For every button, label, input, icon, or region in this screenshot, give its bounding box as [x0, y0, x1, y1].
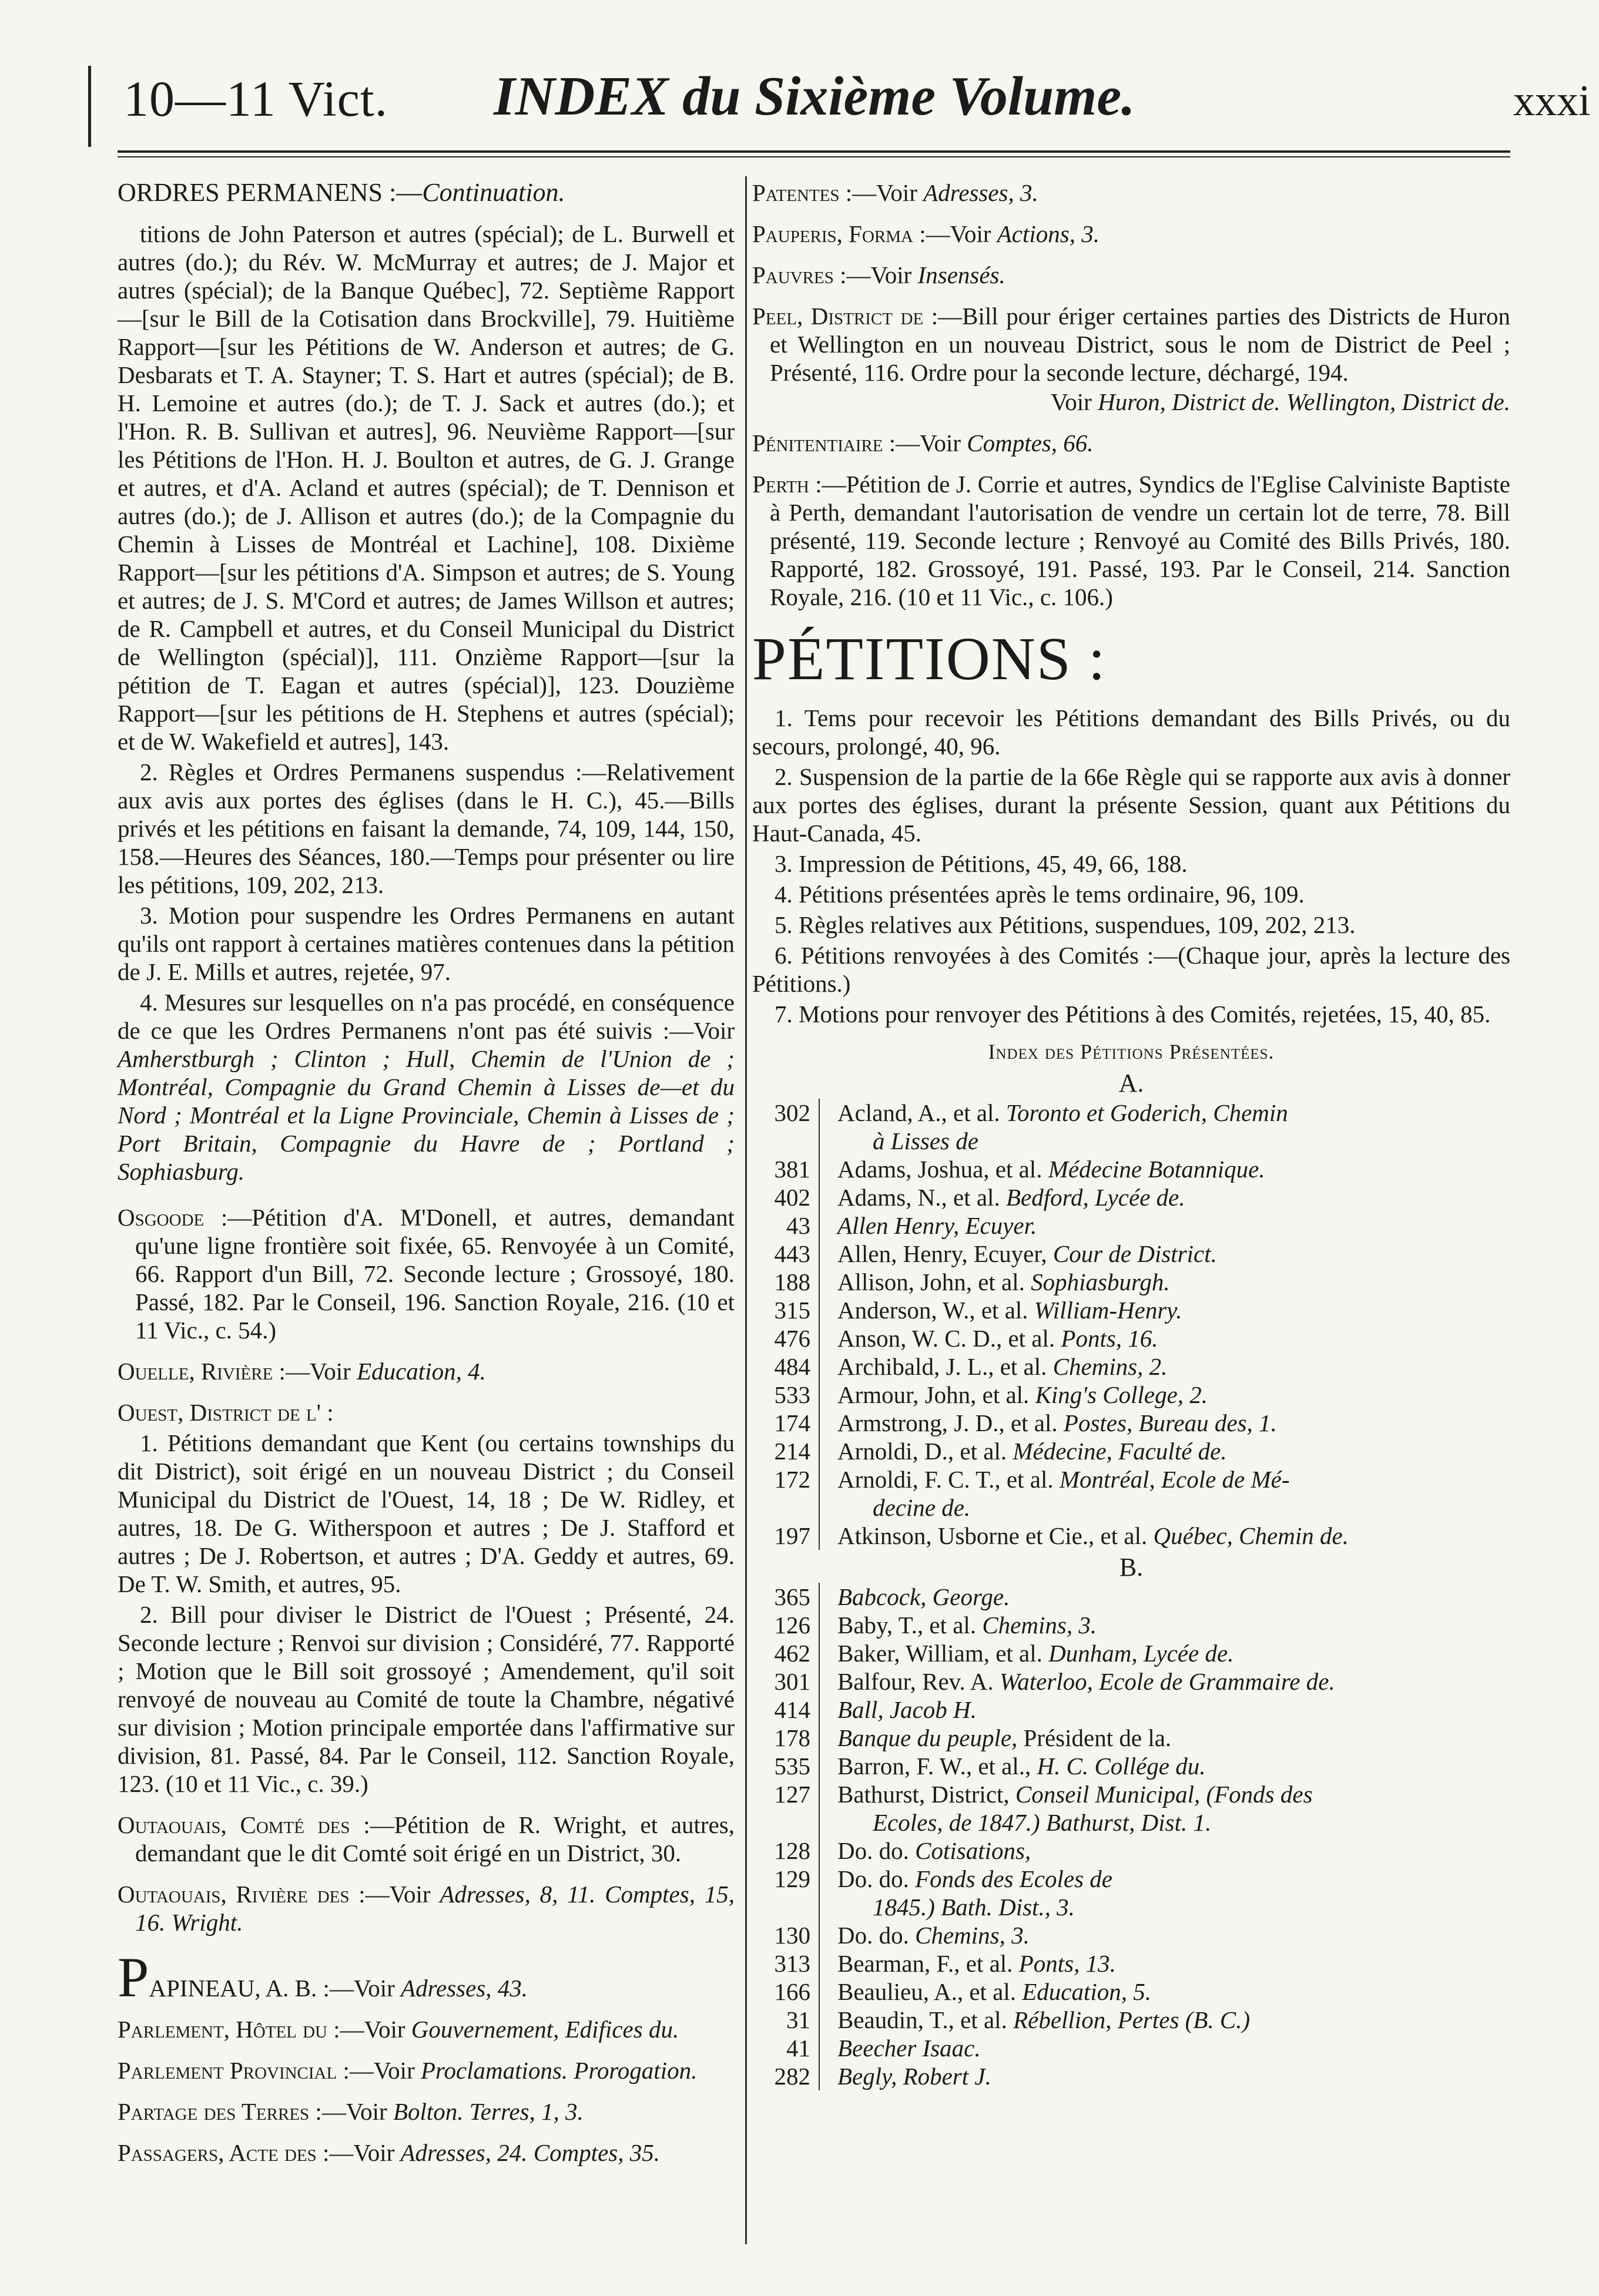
list-item — [837, 1583, 1507, 1611]
entry-ref: Adresses, 24. Comptes, 35. — [400, 2139, 660, 2166]
entry-ref: Adresses, 3. — [923, 179, 1038, 206]
ordres-paragraph-2: 2. Règles et Ordres Permanens suspendus :—Relativement aux avis aux portes des églises (dans le H. C.), 45.—Bills privés et les pétitions en faisant la demande, 74, 109, 144, 150, 158.—Heures des Séances, 180.—Temps pour présenter ou lire les pétitions, 109, 202, 213. — [118, 758, 735, 898]
entry-text: :—Voir — [317, 1975, 401, 2002]
entry-label: Passagers, Acte des — [118, 2139, 317, 2166]
petition-subject: Banque du peuple, — [837, 1724, 1018, 1751]
list-item — [837, 1611, 1507, 1639]
entry-patentes — [752, 179, 1510, 207]
list-item — [837, 1324, 1507, 1352]
entry-parlement-hotel — [118, 2015, 735, 2043]
entry-heading: ORDRES PERMANENS :— — [118, 178, 423, 207]
petition-subject: Montréal, Ecole de Mé- — [1059, 1466, 1290, 1493]
petition-subject: Médecine, Faculté de. — [1013, 1438, 1227, 1465]
petition-subject: Dunham, Lycée de. — [1048, 1640, 1234, 1667]
entry-partage-des-terres — [118, 2097, 735, 2126]
list-item — [837, 1381, 1507, 1409]
entry-text: :—Voir — [913, 220, 997, 247]
petitioner-name: Bathurst, District, — [837, 1781, 1010, 1808]
entry-text: :—Pétition de R. Wright, et autres, demandant que le dit Comté soit érigé en un District, 30. — [135, 1811, 735, 1867]
entry-ref: Huron, District de. Wellington, District de. — [1098, 388, 1510, 415]
header-regnal-year: 10—11 Vict. — [123, 71, 388, 127]
list-item — [837, 1465, 1507, 1522]
entry-parlement-provincial — [118, 2056, 735, 2084]
petition-number: 301 — [752, 1667, 820, 1696]
petitioner-name: Do. do. — [837, 1837, 909, 1864]
section-title-petitions: PÉTITIONS : — [752, 625, 1107, 693]
entry-peel — [752, 302, 1510, 387]
petitions-item-7: 7. Motions pour renvoyer des Pétitions à des Comités, rejetées, 15, 40, 85. — [775, 1001, 1491, 1028]
list-item — [837, 1211, 1507, 1240]
petition-number: 214 — [752, 1437, 820, 1465]
ordres-paragraph-4-refs: Amherstburgh ; Clinton ; Hull, Chemin de l'Union de ; Montréal, Compagnie du Grand Chemin à Lisses de—et du Nord ; Montréal et la Ligne Provinciale, Chemin à Lisses de ; Port Britain, Compagnie du Havre de ; Portland ; Sophiasburg. — [118, 1045, 735, 1185]
entry-outaouais-riviere — [118, 1880, 735, 1936]
petition-number: 127 — [752, 1780, 820, 1837]
petitioner-name: Acland, A., et al. — [837, 1099, 1000, 1126]
list-item — [837, 1837, 1507, 1865]
entry-pauvres — [752, 261, 1510, 289]
list-item — [837, 1155, 1507, 1183]
petitioner-name: Arnoldi, F. C. T., et al. — [837, 1466, 1054, 1493]
petition-number: 313 — [752, 1949, 820, 1978]
list-item — [837, 2034, 1507, 2062]
list-item — [837, 1978, 1507, 2006]
petition-subject: Toronto et Goderich, Chemin — [1005, 1099, 1288, 1126]
petitions-item-1: 1. Tems pour recevoir les Pétitions demandant des Bills Privés, ou du secours, prolongé, 40, 96. — [752, 704, 1510, 760]
entry-ref: Adresses, 43. — [401, 1975, 528, 2002]
petition-subject: Waterloo, Ecole de Grammaire de. — [999, 1668, 1335, 1695]
index-heading: Index des Pétitions Présentées. — [988, 1040, 1275, 1063]
list-item — [837, 1099, 1507, 1155]
petition-subject-continuation: Ecoles, de 1847.) Bathurst, Dist. 1. — [873, 1809, 1212, 1836]
petition-number: 31 — [752, 2006, 820, 2034]
petition-subject: Sophiasburgh. — [1031, 1268, 1170, 1295]
entry-text: :—Voir — [839, 179, 924, 206]
petition-number: 533 — [752, 1381, 820, 1409]
entry-penitentiaire — [752, 429, 1510, 457]
list-item — [837, 2062, 1507, 2090]
entry-ref: Bolton. Terres, 1, 3. — [393, 2098, 584, 2125]
entry-label: Outaouais, Rivière des — [118, 1881, 350, 1908]
list-item — [837, 1724, 1507, 1752]
entry-label: Ouelle, Rivière — [118, 1358, 273, 1385]
petition-subject: Cour de District. — [1052, 1240, 1217, 1267]
petition-subject: Médecine Botannique. — [1048, 1156, 1265, 1183]
entry-papineau — [118, 1946, 735, 2009]
petition-subject: Begly, Robert J. — [837, 2063, 991, 2090]
list-item — [837, 1639, 1507, 1667]
entry-text: :—Voir — [316, 2139, 401, 2166]
petition-number: 130 — [752, 1921, 820, 1949]
petition-number: 129 — [752, 1865, 820, 1921]
list-item — [837, 1437, 1507, 1465]
petition-number: 414 — [752, 1696, 820, 1724]
entry-text: :—Pétition d'A. M'Donell, et autres, demandant qu'une ligne frontière soit fixée, 65. Renvoyée à un Comité, 66. Rapport d'un Bill, 72. Seconde lecture ; Grossoyé, 180. Passé, 182. Par le Conseil, 196. Sanction Royale, 216. (10 et 11 Vic., c. 54.) — [135, 1204, 735, 1344]
list-item — [837, 1865, 1507, 1921]
margin-rule — [88, 66, 91, 147]
list-item — [837, 1696, 1507, 1724]
petition-number: 282 — [752, 2062, 820, 2090]
petition-subject: Postes, Bureau des, 1. — [1063, 1409, 1277, 1436]
petition-subject: Rébellion, Pertes (B. C.) — [1013, 2006, 1251, 2033]
petition-number: 41 — [752, 2034, 820, 2062]
petitions-item-2: 2. Suspension de la partie de la 66e Règle qui se rapporte aux avis à donner aux portes des églises, durant la présente Session, quant aux Pétitions du Haut-Canada, 45. — [752, 763, 1510, 847]
petitioner-name: Do. do. — [837, 1922, 909, 1949]
petitioner-name: Beaudin, T., et al. — [837, 2006, 1007, 2033]
petition-number: 197 — [752, 1522, 820, 1550]
petition-subject: Cotisations, — [915, 1837, 1031, 1864]
header-rule-thin — [118, 156, 1510, 157]
entry-ouest — [118, 1398, 735, 1426]
list-item — [837, 1752, 1507, 1780]
ouest-paragraph-1: 1. Pétitions demandant que Kent (ou certains townships du dit District), soit érigé en un nouveau District ; du Conseil Municipal du District de l'Ouest, 14, 18 ; De W. Ridley, et autres, 18. De G. Witherspoon et autres ; De J. Stafford et autres ; De J. Robertson, et autres ; D'A. Geddy et autres, 69. De T. W. Smith, et autres, 95. — [118, 1429, 735, 1597]
entry-text: : — [321, 1399, 334, 1426]
entry-label: Perth — [752, 471, 809, 498]
petitioner-name: Baby, T., et al. — [837, 1612, 977, 1639]
petition-number: 128 — [752, 1837, 820, 1865]
section-initial: P — [118, 1946, 149, 2009]
petition-subject: Québec, Chemin de. — [1153, 1522, 1349, 1549]
entry-text: :—Voir — [883, 429, 967, 456]
list-item — [837, 2006, 1507, 2034]
petitioner-name: Anderson, W., et al. — [837, 1297, 1028, 1324]
list-item — [837, 1921, 1507, 1949]
header-page-number: xxxi — [1513, 77, 1591, 125]
petitioner-name: Adams, N., et al. — [837, 1184, 1000, 1211]
petition-number: 402 — [752, 1183, 820, 1211]
entry-label: Parlement Provincial — [118, 2057, 337, 2084]
petitioner-name: Anson, W. C. D., et al. — [837, 1325, 1055, 1352]
entry-label: Patentes — [752, 179, 840, 206]
entry-ref: Gouvernement, Edifices du. — [411, 2016, 679, 2043]
entry-ref: Comptes, 66. — [967, 429, 1094, 456]
petitioner-name: Archibald, J. L., et al. — [837, 1353, 1047, 1380]
petition-number: 484 — [752, 1352, 820, 1381]
list-item — [837, 1522, 1507, 1550]
peel-see-also — [752, 388, 1510, 416]
petition-subject: H. C. Collége du. — [1037, 1753, 1206, 1780]
entry-passagers — [118, 2139, 735, 2167]
petitioner-name: Armstrong, J. D., et al. — [837, 1409, 1058, 1436]
list-item — [837, 1352, 1507, 1381]
left-column — [118, 179, 735, 2180]
petition-number: 126 — [752, 1611, 820, 1639]
petition-subject: Ponts, 13. — [1018, 1950, 1116, 1977]
petition-subject-tail: Président de la. — [1017, 1724, 1172, 1751]
petition-subject: Chemins, 3. — [982, 1612, 1097, 1639]
entry-osgoode — [118, 1203, 735, 1344]
entry-text: Voir — [1050, 388, 1098, 415]
petition-subject: Education, 5. — [1022, 1978, 1152, 2005]
entry-ref: Proclamations. Prorogation. — [420, 2057, 698, 2084]
petition-number: 174 — [752, 1409, 820, 1437]
entry-ordres-permanens — [118, 179, 735, 207]
entry-text: :—Voir — [273, 1358, 357, 1385]
ordres-paragraph-4 — [118, 988, 735, 1186]
petitioner-name: Beaulieu, A., et al. — [837, 1978, 1016, 2005]
list-item — [837, 1667, 1507, 1696]
list-item — [837, 1780, 1507, 1837]
petitioner-name: Arnoldi, D., et al. — [837, 1438, 1007, 1465]
petitioner-name: Do. do. — [837, 1865, 909, 1892]
list-item — [837, 1240, 1507, 1268]
ordres-paragraph-1: titions de John Paterson et autres (spécial); de L. Burwell et autres (do.); du Rév. W. McMurray et autres; de J. Major et autres (spécial); de la Banque Québec], 72. Septième Rapport—[sur le Bill de la Cotisation dans Brockville], 79. Huitième Rapport—[sur les Pétitions de W. Anderson et autres; de G. Desbarats et T. A. Stayner; T. S. Hart et autres (spécial); de B. H. Lemoine et autres (do.); de T. J. Sack et autres (do.); et l'Hon. R. B. Sullivan et autres], 96. Neuvième Rapport—[sur les Pétitions de l'Hon. H. J. Boulton et autres, de G. J. Grange et autres, et d'A. Acland et autres (spécial); de T. Dennison et autres (do.); de J. Allison et autres (do.); de la Compagnie du Chemin à Lisses de Montréal et Lachine], 108. Dixième Rapport—[sur les pétitions d'A. Simpson et autres; de S. Young et autres; de J. S. M'Cord et autres; de James Willson et autres; de R. Campbell et autres, et du Conseil Municipal du District de Wellington (spécial)], 111. Onzième Rapport—[sur la pétition de T. Eagan et autres (spécial)], 123. Douzième Rapport—[sur les pétitions de H. Stephens et autres (spécial); et de W. Wakefield et autres], 143. — [118, 220, 735, 755]
petitioner-name: Armour, John, et al. — [837, 1381, 1030, 1408]
list-item — [837, 1949, 1507, 1978]
column-divider — [745, 176, 747, 2244]
petition-number: 302 — [752, 1099, 820, 1155]
petitions-item-6: 6. Pétitions renvoyées à des Comités :—(Chaque jour, après la lecture des Pétitions.) — [752, 942, 1510, 997]
petition-subject: Beecher Isaac. — [837, 2035, 981, 2062]
entry-label: Ouest, District de l' — [118, 1399, 321, 1426]
petition-number: 43 — [752, 1211, 820, 1240]
header-title: INDEX du Sixième Volume. — [494, 66, 1135, 127]
list-item — [837, 1183, 1507, 1211]
petitioner-name: Adams, Joshua, et al. — [837, 1156, 1042, 1183]
petition-list-b — [752, 1583, 1510, 2090]
petition-subject: Bedford, Lycée de. — [1005, 1184, 1185, 1211]
petition-subject: King's College, 2. — [1035, 1381, 1208, 1408]
petition-number: 476 — [752, 1324, 820, 1352]
petitioner-name: Allison, John, et al. — [837, 1268, 1025, 1295]
entry-outaouais-comte — [118, 1811, 735, 1867]
entry-text: :—Bill pour ériger certaines parties des Districts de Huron et Wellington en un nouveau District, sous le nom de District de Peel ; Présenté, 116. Ordre pour la seconde lecture, déchargé, 194. — [770, 303, 1510, 386]
entry-label: Outaouais, Comté des — [118, 1811, 350, 1838]
ouest-paragraph-2: 2. Bill pour diviser le District de l'Ouest ; Présenté, 24. Seconde lecture ; Renvoi sur division ; Considéré, 77. Rapporté ; Motion que le Bill soit grossoyé ; Amendement, qu'il soit renvoyé de nouveau au Comité de toute la Chambre, négativé sur division ; Motion principale emportée dans l'affirmative sur division, 81. Passé, 84. Par le Conseil, 112. Sanction Royale, 123. (10 et 11 Vic., c. 39.) — [118, 1601, 735, 1797]
entry-text: :—Voir — [309, 2098, 393, 2125]
petition-number: 462 — [752, 1639, 820, 1667]
petition-number: 172 — [752, 1465, 820, 1522]
petition-subject-continuation: 1845.) Bath. Dist., 3. — [873, 1894, 1075, 1921]
petition-number: 188 — [752, 1268, 820, 1296]
petition-list-a — [752, 1099, 1510, 1550]
header-rule-thick — [118, 150, 1510, 153]
entry-ref: Adresses, 8, 11. Comptes, 15, 16. Wright. — [135, 1881, 735, 1936]
petitioner-name: Barron, F. W., et al., — [837, 1753, 1031, 1780]
petition-subject: Conseil Municipal, (Fonds des — [1015, 1781, 1313, 1808]
petition-subject: Fonds des Ecoles de — [915, 1865, 1112, 1892]
petition-number: 535 — [752, 1752, 820, 1780]
list-item — [837, 1296, 1507, 1324]
petitioner-name: Baker, William, et al. — [837, 1640, 1042, 1667]
right-column — [752, 179, 1510, 2090]
entry-label: Osgoode — [118, 1204, 205, 1231]
petition-subject: Chemins, 3. — [915, 1922, 1030, 1949]
entry-pauperis — [752, 220, 1510, 248]
entry-text: :—Voir — [327, 2016, 411, 2043]
entry-text: :—Pétition de J. Corrie et autres, Syndics de l'Eglise Calviniste Baptiste à Perth, demandant l'autorisation de vendre un certain lot de terre, 78. Bill présenté, 119. Seconde lecture ; Renvoyé au Comité des Bills Privés, 180. Rapporté, 182. Grossoyé, 191. Passé, 193. Par le Conseil, 214. Sanction Royale, 216. (10 et 11 Vic., c. 106.) — [770, 471, 1510, 610]
entry-text: :—Voir — [833, 261, 918, 288]
petitioner-name: Atkinson, Usborne et Cie., et al. — [837, 1522, 1148, 1549]
petitioner-name: Balfour, Rev. A. — [837, 1668, 994, 1695]
petition-subject: Babcock, George. — [837, 1583, 1010, 1610]
petition-subject-continuation: decine de. — [873, 1494, 971, 1521]
petitioner-name: Bearman, F., et al. — [837, 1950, 1013, 1977]
entry-ref: Actions, 3. — [997, 220, 1099, 247]
petition-number: 381 — [752, 1155, 820, 1183]
entry-text: :—Voir — [349, 1881, 440, 1908]
entry-label: Pauperis, Forma — [752, 220, 913, 247]
ordres-paragraph-4-text: 4. Mesures sur lesquelles on n'a pas procédé, en conséquence de ce que les Ordres Permanens n'ont pas été suivis :—Voir — [118, 989, 735, 1044]
petition-subject: Ponts, 16. — [1061, 1325, 1158, 1352]
petitions-item-4: 4. Pétitions présentées après le tems ordinaire, 96, 109. — [775, 881, 1305, 908]
petitioner-name: Allen, Henry, Ecuyer, — [837, 1240, 1047, 1267]
petition-number: 365 — [752, 1583, 820, 1611]
petition-subject: William-Henry. — [1034, 1297, 1182, 1324]
petition-subject: Chemins, 2. — [1052, 1353, 1168, 1380]
entry-ref: Education, 4. — [357, 1358, 486, 1385]
entry-text: :—Voir — [337, 2057, 421, 2084]
entry-label: Partage des Terres — [118, 2098, 310, 2125]
entry-ouelle — [118, 1357, 735, 1385]
petition-number: 443 — [752, 1240, 820, 1268]
entry-perth — [752, 470, 1510, 611]
petition-number: 178 — [752, 1724, 820, 1752]
petitions-item-3: 3. Impression de Pétitions, 45, 49, 66, 188. — [775, 850, 1188, 877]
entry-label: Pénitentiaire — [752, 429, 883, 456]
petition-subject: Allen Henry, Ecuyer. — [837, 1212, 1037, 1239]
entry-label: APINEAU, A. B. — [149, 1975, 317, 2002]
letter-heading-a: A. — [1118, 1069, 1144, 1097]
list-item — [837, 1409, 1507, 1437]
petitions-item-5: 5. Règles relatives aux Pétitions, suspendues, 109, 202, 213. — [775, 911, 1356, 938]
letter-heading-b: B. — [1119, 1553, 1144, 1582]
petition-subject: Ball, Jacob H. — [837, 1696, 977, 1723]
entry-heading-cont: Continuation. — [422, 178, 565, 207]
entry-ref: Insensés. — [917, 261, 1005, 288]
list-item — [837, 1268, 1507, 1296]
petition-number: 315 — [752, 1296, 820, 1324]
entry-label: Peel, District de — [752, 303, 924, 330]
ordres-paragraph-3: 3. Motion pour suspendre les Ordres Permanens en autant qu'ils ont rapport à certaines matières contenues dans la pétition de J. E. Mills et autres, rejetée, 97. — [118, 902, 735, 985]
entry-label: Pauvres — [752, 261, 834, 288]
petition-number: 166 — [752, 1978, 820, 2006]
entry-label: Parlement, Hôtel du — [118, 2016, 328, 2043]
petition-subject-continuation: à Lisses de — [873, 1127, 978, 1154]
